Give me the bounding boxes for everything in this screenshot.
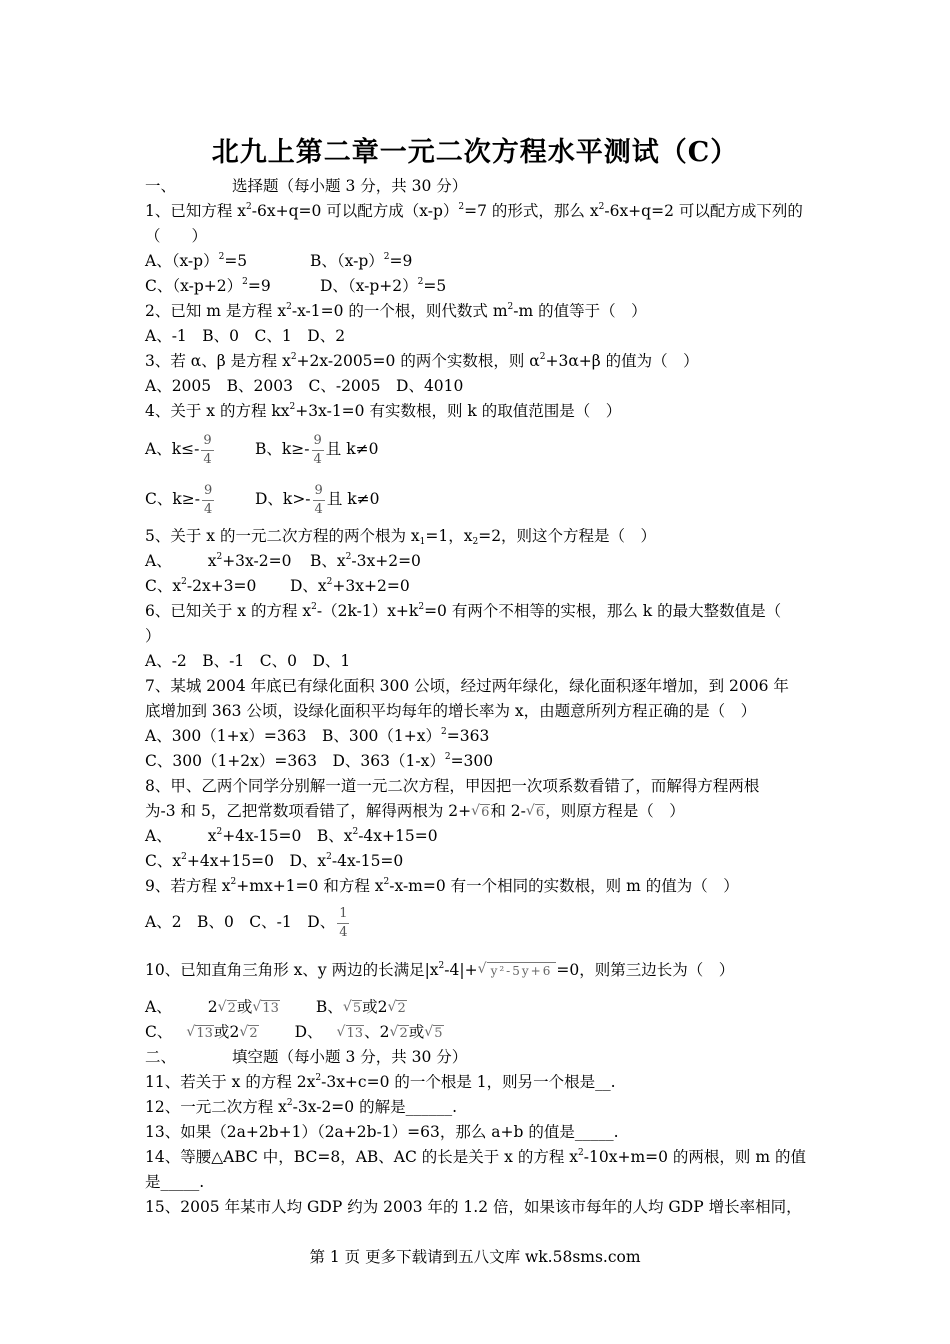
superscript: 2 [246,202,252,212]
text-fragment: 10、已知直角三角形 x、y 两边的长满足|x [145,961,439,979]
superscript: 2 [326,577,333,587]
question-8-line2 [145,799,810,824]
text-fragment: =9 [247,277,271,295]
text-fragment: -3x-2=0 的解是______. [292,1098,458,1116]
superscript: 2 [383,252,390,262]
text-fragment: 6、已知关于 x 的方程 x [145,602,312,620]
sqrt-expression [218,1000,237,1017]
text-fragment: C、x [145,852,182,870]
question-2-options: A、-1 B、0 C、1 D、2 [145,327,346,345]
superscript: 2 [444,752,451,762]
text-fragment: 1、已知方程 x [145,202,247,220]
text-fragment: D、（x-p+2） [320,277,418,295]
text-fragment: C、（x-p+2） [145,277,243,295]
text-fragment: -2x+3=0 [186,577,257,595]
text-fragment: +4x-15=0 B、x [222,827,353,845]
text-fragment: B、x [310,552,346,570]
text-fragment: -10x+m=0 的两根，则 m 的值 [583,1148,806,1166]
text-fragment: 2 [249,1026,258,1041]
text-fragment: 2 [397,1001,406,1016]
text-fragment: +4x+15=0 D、x [186,852,327,870]
fraction [202,482,214,519]
text-fragment: 12、一元二次方程 x [145,1098,287,1116]
text-fragment: D、k>- [255,490,311,508]
page-footer: 第 1 页 更多下载请到五八文库 wk.58sms.com [309,1248,641,1266]
text-fragment: 2 [207,998,218,1016]
question-9 [145,874,810,899]
text-fragment: 2、已知 m 是方程 x [145,302,287,320]
superscript: 2 [218,252,225,262]
question-12 [145,1095,810,1120]
text-fragment: 2 [379,1023,390,1041]
sqrt-expression [387,1000,406,1017]
text-fragment: 4 [203,451,212,467]
text-fragment: 4、关于 x 的方程 kx [145,402,290,420]
question-14-cont: 是_____. [145,1173,205,1191]
text-fragment: 选择题（每小题 3 分，共 30 分） [232,177,468,195]
text-fragment: 1 [337,905,349,924]
text-fragment: ，则原方程是（ ） [545,802,685,820]
text-fragment: +3x-2=0 [222,552,292,570]
text-fragment: 或 [236,998,253,1016]
text-fragment: 4 [313,451,322,467]
text-fragment: A、 [145,552,172,570]
superscript: 2 [507,302,514,312]
text-fragment: =300 [450,752,494,770]
text-fragment: 2 [399,1026,408,1041]
question-11 [145,1070,810,1095]
sqrt-expression [252,1000,280,1017]
superscript: 2 [598,202,605,212]
sqrt-expression [424,1025,443,1042]
question-7-line2: 底增加到 363 公顷，设绿化面积平均每年的增长率为 x，由题意所列方程正确的是（ ） [145,702,757,720]
text-fragment: 且 k≠0 [326,490,380,508]
text-fragment: 或 [362,998,378,1016]
question-5-options-cd [145,574,810,599]
superscript: 2 [290,352,297,362]
text-fragment: 2 [229,1023,240,1041]
text-fragment: 13 [262,1001,279,1016]
text-fragment: 5 [352,1001,362,1016]
fraction [201,432,213,469]
question-6-options: A、-2 B、-1 C、0 D、1 [145,652,351,670]
superscript: 2 [216,552,223,562]
question-14 [145,1145,810,1170]
text-fragment: +3α+β 的值为（ ） [545,352,699,370]
question-9-options [145,899,810,945]
text-fragment: =0，则第三边长为（ ） [556,961,735,979]
text-fragment: C、 [145,1023,173,1041]
text-fragment: 2 [227,1001,236,1016]
text-fragment: 且 k≠0 [325,440,379,458]
text-fragment: C、k≥- [145,490,200,508]
superscript: 2 [311,602,317,612]
fraction [337,905,349,942]
text-fragment: -3x+c=0 的一个根是 1，则另一个根是__. [321,1073,616,1091]
text-fragment: 3、若 α、β 是方程 x [145,352,291,370]
question-2 [145,299,810,324]
subscript: 1 [419,537,426,547]
text-fragment: A、2 B、0 C、-1 D、 [145,913,336,931]
fraction [313,482,325,519]
question-3 [145,349,810,374]
text-fragment: -x-m=0 有一个相同的实数根，则 m 的值为（ ） [389,877,739,895]
text-fragment: A、（x-p） [145,252,219,270]
text-fragment: 9 [312,432,324,451]
question-4 [145,399,810,424]
superscript: 2 [539,352,546,362]
sqrt-expression [471,804,490,821]
sqrt-expression [239,1025,258,1042]
text-fragment: 或 [408,1023,425,1041]
superscript: 2 [230,877,237,887]
text-fragment: A、k≤- [145,440,200,458]
question-6 [145,599,810,624]
text-fragment: 5、关于 x 的一元二次方程的两个根为 x [145,527,420,545]
text-fragment: x [207,827,217,845]
text-fragment: 9 [201,432,213,451]
text-fragment: B、（x-p） [310,252,384,270]
question-1 [145,199,810,224]
question-4-options-cd [145,474,810,524]
question-7-options-cd [145,749,810,774]
question-list [145,174,810,1220]
superscript: 2 [383,877,390,887]
question-8-options-cd [145,849,810,874]
text-fragment: x [207,552,217,570]
text-fragment: -（2k-1）x+k [316,602,419,620]
text-fragment: 二、 [145,1048,177,1066]
text-fragment: C、300（1+2x）=363 D、363（1-x） [145,752,445,770]
superscript: 2 [418,602,425,612]
text-fragment: 9 [313,482,325,501]
text-fragment: y²-5y+6 [487,962,557,979]
text-fragment: B、 [315,998,343,1016]
text-fragment: 2 [377,998,388,1016]
question-1-options-cd [145,274,810,299]
text-fragment: +2x-2005=0 的两个实数根，则 α [296,352,540,370]
question-13: 13、如果（2a+2b+1）（2a+2b-1）=63，那么 a+b 的值是_____. [145,1123,619,1141]
text-fragment: 9 [202,482,214,501]
text-fragment: 一、 [145,177,177,195]
text-fragment: C、x [145,577,182,595]
superscript: 2 [345,552,352,562]
question-4-options-ab [145,424,810,474]
text-fragment: D、 [294,1023,323,1041]
question-6-cont: ） [145,627,161,645]
text-fragment: 4 [314,501,323,517]
superscript: 2 [181,577,187,587]
superscript: 2 [438,961,445,971]
text-fragment: +3x-1=0 有实数根，则 k 的取值范围是（ ） [295,402,622,420]
text-fragment: 13 [196,1026,213,1041]
superscript: 2 [289,402,296,412]
text-fragment: -4|+ [444,961,478,979]
text-fragment: 和 2- [490,802,526,820]
superscript: 2 [417,277,424,287]
superscript: 2 [286,302,292,312]
text-fragment: -3x+2=0 [351,552,421,570]
superscript: 2 [326,852,332,862]
text-fragment: A、 [145,998,172,1016]
sqrt-expression [343,1000,362,1017]
text-fragment: =363 [446,727,490,745]
text-fragment: 4 [203,501,213,517]
text-fragment: +mx+1=0 和方程 x [236,877,384,895]
sqrt-expression [478,962,557,980]
question-5-options-ab [145,549,810,574]
superscript: 2 [578,1148,584,1158]
fraction [312,432,324,469]
text-fragment: -4x-15=0 [331,852,404,870]
sqrt-expression [389,1025,408,1042]
question-10-options-ab [145,995,810,1020]
text-fragment: 14、等腰△ABC 中，BC=8，AB、AC 的长是关于 x 的方程 x [145,1148,579,1166]
superscript: 2 [216,827,223,837]
text-fragment: 填空题（每小题 3 分，共 30 分） [232,1048,468,1066]
text-fragment: 11、若关于 x 的方程 2x [145,1073,316,1091]
subscript: 2 [472,537,479,547]
question-7-line1: 7、某城 2004 年底已有绿化面积 300 公顷，经过两年绿化，绿化面积逐年增加，到 2006 年 [145,677,789,695]
text-fragment: 为-3 和 5，乙把常数项看错了，解得两根为 2+ [145,802,472,820]
text-fragment: =5 [423,277,447,295]
text-fragment: =2，则这个方程是（ ） [478,527,657,545]
question-8-line1: 8、甲、乙两个同学分别解一道一元二次方程，甲因把一次项系数看错了，而解得方程两根 [145,777,760,795]
text-fragment: 6 [535,805,545,820]
text-fragment: =5 [224,252,248,270]
superscript: 2 [286,1098,293,1108]
text-fragment: A、300（1+x）=363 B、300（1+x） [145,727,442,745]
section-heading-choice [145,174,810,199]
text-fragment: +3x+2=0 [332,577,410,595]
question-3-options: A、2005 B、2003 C、-2005 D、4010 [145,377,464,395]
question-1-cont: （ ） [145,227,208,245]
text-fragment: 9、若方程 x [145,877,231,895]
text-fragment: =1，x [425,527,473,545]
superscript: 2 [181,852,187,862]
text-fragment: D、x [290,577,327,595]
superscript: 2 [458,202,465,212]
text-fragment: -m 的值等于（ ） [513,302,647,320]
text-fragment: =0 有两个不相等的实根，那么 k 的最大整数值是（ [424,602,782,620]
text-fragment: -4x+15=0 [358,827,438,845]
superscript: 2 [315,1073,322,1083]
superscript: 2 [352,827,359,837]
text-fragment: A、 [145,827,172,845]
page-title: 北九上第二章一元二次方程水平测试（C） [211,137,739,168]
section-heading-fill [145,1045,810,1070]
question-15: 15、2005 年某市人均 GDP 约为 2003 年的 1.2 倍，如果该市每年的人均 GDP 增长率相同， [145,1198,802,1216]
text-fragment: =7 的形式，那么 x [464,202,599,220]
question-5 [145,524,810,549]
text-fragment: 或 [213,1023,230,1041]
text-fragment: -x-1=0 的一个根，则代数式 m [291,302,508,320]
question-1-options-ab [145,249,810,274]
superscript: 2 [441,727,447,737]
superscript: 2 [242,277,248,287]
text-fragment: 、 [364,1023,380,1041]
text-fragment: B、k≥- [255,440,310,458]
text-fragment: 6 [481,805,490,820]
text-fragment: 13 [346,1026,364,1041]
question-7-options-ab [145,724,810,749]
sqrt-expression [526,804,545,821]
text-fragment: -6x+q=2 可以配方成下列的 [604,202,803,220]
text-fragment: 4 [339,924,348,940]
text-fragment: =9 [389,252,413,270]
question-8-options-ab [145,824,810,849]
sqrt-expression [337,1025,365,1042]
question-10 [145,945,810,995]
question-10-options-cd [145,1020,810,1045]
text-fragment: 5 [434,1026,443,1041]
text-fragment: -6x+q=0 可以配方成（x-p） [251,202,459,220]
sqrt-expression [186,1025,214,1042]
